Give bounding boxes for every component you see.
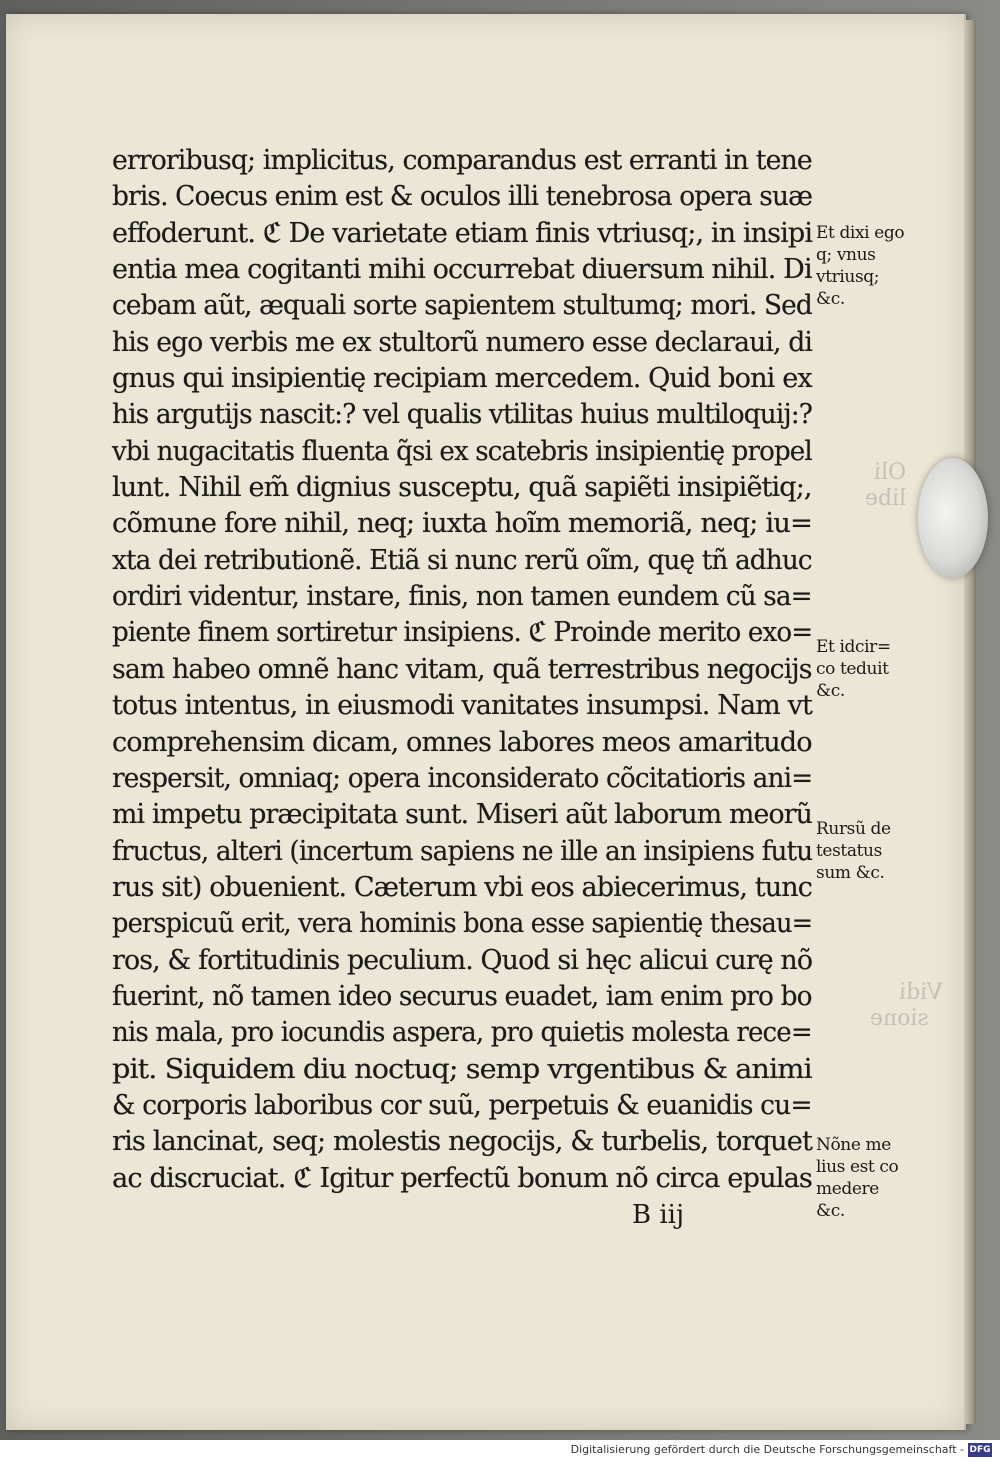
text-line: & corporis laboribus cor suũ, perpetuis & euanidis cu= xyxy=(112,1088,812,1121)
text-line: entia mea cogitanti mihi occurrebat diuersum nihil. Di xyxy=(112,253,812,286)
text-line: respersit, omniaq; opera inconsiderato cõcitatioris ani= xyxy=(112,761,813,794)
page-edge xyxy=(964,20,976,1424)
gloss-line: Et dixi ego xyxy=(816,223,905,243)
gloss-line: testatus xyxy=(816,841,882,861)
gloss-line: co teduit xyxy=(816,659,889,679)
marginal-gloss xyxy=(816,636,926,702)
text-line: rus sit) obuenient. Cæterum vbi eos abiecerimus, tunc xyxy=(112,870,812,903)
gloss-line: &c. xyxy=(816,681,845,701)
signature-mark: B iij xyxy=(632,1200,685,1230)
text-line: ordiri videntur, instare, finis, non tamen eundem cũ sa= xyxy=(112,580,812,613)
text-line: ac discruciat. ℭ Igitur perfectũ bonum nõ circa epulas xyxy=(112,1161,813,1194)
text-line: cõmune fore nihil, neq; iuxta hoĩm memoriã, neq; iu= xyxy=(112,507,813,540)
text-line: fuerint, nõ tamen ideo securus euadet, iam enim pro bo xyxy=(112,979,812,1012)
text-line: cebam aũt, æquali sorte sapientem stultumq; mori. Sed xyxy=(112,289,812,322)
show-through-text: Vidi sione xyxy=(870,980,943,1032)
digitization-credit: Digitalisierung gefördert durch die Deutsche Forschungsgemeinschaft - xyxy=(570,1443,964,1456)
text-line: his ego verbis me ex stultorũ numero esse declaraui, di xyxy=(112,325,812,358)
show-through-text: Oli libe xyxy=(860,460,907,512)
gloss-line: vtriusq; xyxy=(816,267,880,287)
text-line: totus intentus, in eiusmodi vanitates insumpsi. Nam vt xyxy=(112,689,812,722)
marginal-gloss xyxy=(816,1134,926,1222)
marginal-gloss xyxy=(816,818,926,884)
text-line: fructus, alteri (incertum sapiens ne ille an insipiens futu xyxy=(112,834,813,867)
main-text-block xyxy=(112,142,812,1196)
marginal-gloss xyxy=(816,222,926,310)
text-line: his argutijs nascit:? vel qualis vtilitas huius multiloquij:? xyxy=(112,398,813,431)
gloss-line: sum &c. xyxy=(816,863,885,883)
text-line: vbi nugacitatis fluenta q̃si ex scatebris insipientię propel xyxy=(112,434,812,467)
gloss-line: q; vnus xyxy=(816,245,876,265)
gloss-line: Rursũ de xyxy=(816,819,891,839)
text-line: sam habeo omnẽ hanc vitam, quã terrestribus negocijs xyxy=(112,652,812,685)
text-line: xta dei retributionẽ. Etiã si nunc rerũ oĩm, quę tñ adhuc xyxy=(112,543,812,576)
text-line: lunt. Nihil em̃ dignius susceptu, quã sapiẽti insipiẽtiq;, xyxy=(112,471,812,504)
text-line: comprehensim dicam, omnes labores meos amaritudo xyxy=(112,725,812,758)
text-line: erroribusq; implicitus, comparandus est erranti in tene xyxy=(112,144,812,176)
text-line: ris lancinat, seq; molestis negocijs, & turbelis, torquet xyxy=(112,1125,813,1158)
text-line: piente finem sortiretur insipiens. ℭ Proinde merito exo= xyxy=(112,616,813,649)
page-clip xyxy=(918,458,988,578)
text-line: nis mala, pro iocundis aspera, pro quietis molesta rece= xyxy=(112,1016,812,1049)
text-line: bris. Coecus enim est & oculos illi tenebrosa opera suæ xyxy=(112,180,813,213)
gloss-line: &c. xyxy=(816,289,845,309)
text-line: effoderunt. ℭ De varietate etiam finis vtriusq;, in insipi xyxy=(112,216,813,249)
gloss-line: &c. xyxy=(816,1201,845,1221)
gloss-line: lius est co xyxy=(816,1157,899,1177)
gloss-line: Nõne me xyxy=(816,1135,891,1155)
text-line: perspicuũ erit, vera hominis bona esse sapientię thesau= xyxy=(112,907,813,940)
gloss-line: medere xyxy=(816,1179,879,1199)
dfg-logo: DFG xyxy=(969,1445,991,1455)
text-line: pit. Siquidem diu noctuq; semp vrgentibus & animi xyxy=(112,1052,812,1085)
gloss-line: Et idcir= xyxy=(816,637,891,657)
text-line: ros, & fortitudinis peculium. Quod si hęc alicui curę nõ xyxy=(112,943,813,976)
text-line: mi impetu præcipitata sunt. Miseri aũt laborum meorũ xyxy=(112,798,813,831)
text-line: gnus qui insipientię recipiam mercedem. Quid boni ex xyxy=(112,362,812,395)
